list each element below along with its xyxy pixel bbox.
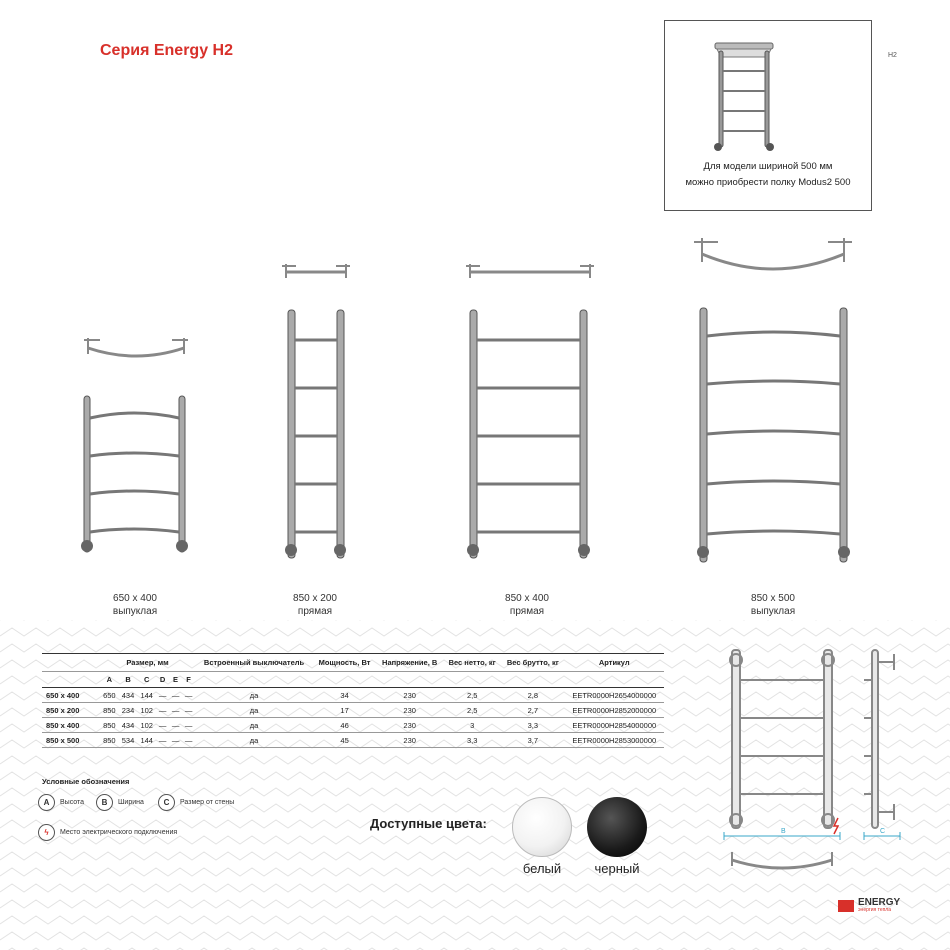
shelf-note-line2: можно приобрести полку Modus2 500 bbox=[685, 177, 851, 188]
cell-sku: EETR0000H2852000000 bbox=[565, 703, 664, 718]
subheader-a: A bbox=[100, 672, 119, 688]
dimension-diagram bbox=[714, 640, 914, 890]
table-row bbox=[42, 733, 664, 748]
energy-logo-icon bbox=[838, 900, 854, 912]
cell-a: 850 bbox=[100, 733, 119, 748]
cell-b: 234 bbox=[119, 703, 138, 718]
header-net: Вес нетто, кг bbox=[443, 654, 501, 672]
cell-voltage: 230 bbox=[376, 688, 443, 703]
table-row bbox=[42, 703, 664, 718]
legend-letter: C bbox=[158, 794, 175, 811]
header-power: Мощность, Вт bbox=[313, 654, 376, 672]
color-label-black: черный bbox=[594, 861, 640, 876]
cell-e: — bbox=[169, 703, 182, 718]
header-size: Размер, мм bbox=[100, 654, 195, 672]
color-swatch-white bbox=[512, 797, 572, 857]
product-size: 850 х 400 bbox=[505, 593, 549, 604]
cell-d: — bbox=[156, 718, 169, 733]
legend-item-electric bbox=[38, 824, 177, 841]
product-850x400-illustration bbox=[460, 258, 600, 568]
cell-e: — bbox=[169, 718, 182, 733]
cell-net: 2,5 bbox=[443, 688, 501, 703]
subheader-e: E bbox=[169, 672, 182, 688]
cell-b: 534 bbox=[119, 733, 138, 748]
cell-d: — bbox=[156, 688, 169, 703]
subheader-f: F bbox=[182, 672, 195, 688]
cell-gross: 2,8 bbox=[501, 688, 564, 703]
subheader-b: B bbox=[119, 672, 138, 688]
cell-b: 434 bbox=[119, 688, 138, 703]
specs-table bbox=[42, 653, 664, 748]
cell-sku: EETR0000H2854000000 bbox=[565, 718, 664, 733]
cell-switch: да bbox=[195, 733, 313, 748]
cell-power: 46 bbox=[313, 718, 376, 733]
cell-a: 650 bbox=[100, 688, 119, 703]
cell-f: — bbox=[182, 688, 195, 703]
cell-b: 434 bbox=[119, 718, 138, 733]
top-view-straight bbox=[466, 264, 594, 278]
legend-label: Место электрического подключения bbox=[60, 829, 178, 836]
cell-gross: 3,7 bbox=[501, 733, 564, 748]
lightning-icon: ϟ bbox=[38, 824, 55, 841]
cell-sku: EETR0000H2654000000 bbox=[565, 688, 664, 703]
cell-model: 650 х 400 bbox=[42, 688, 100, 703]
subheader-c: C bbox=[137, 672, 156, 688]
diagram-label-width: B bbox=[781, 828, 786, 835]
corner-code: H2 bbox=[888, 52, 897, 59]
header-switch: Встроенный выключатель bbox=[195, 654, 313, 672]
legend-label: Ширина bbox=[118, 799, 144, 806]
brand-tagline: энергия тепла bbox=[858, 907, 892, 913]
cell-f: — bbox=[182, 703, 195, 718]
header-sku: Артикул bbox=[565, 654, 664, 672]
cell-voltage: 230 bbox=[376, 703, 443, 718]
legend-letter: A bbox=[38, 794, 55, 811]
brand-logo bbox=[838, 898, 900, 913]
cell-c: 102 bbox=[137, 703, 156, 718]
product-size: 650 х 400 bbox=[113, 593, 157, 604]
shelf-rail-illustration bbox=[709, 33, 779, 153]
product-850x500 bbox=[728, 592, 818, 618]
header-voltage: Напряжение, В bbox=[376, 654, 443, 672]
colors-title: Доступные цвета: bbox=[370, 816, 487, 831]
shelf-info-box bbox=[664, 20, 872, 211]
product-650x400 bbox=[90, 592, 180, 618]
brand-name: ENERGY bbox=[858, 897, 901, 908]
cell-d: — bbox=[156, 733, 169, 748]
cell-d: — bbox=[156, 703, 169, 718]
cell-c: 144 bbox=[137, 688, 156, 703]
legend-letter: B bbox=[96, 794, 113, 811]
product-shape: прямая bbox=[509, 606, 545, 617]
cell-a: 850 bbox=[100, 718, 119, 733]
cell-e: — bbox=[169, 688, 182, 703]
product-650x400-illustration bbox=[76, 330, 196, 560]
cell-power: 17 bbox=[313, 703, 376, 718]
product-850x500-illustration bbox=[688, 232, 858, 572]
cell-gross: 3,3 bbox=[501, 718, 564, 733]
legend-label: Высота bbox=[60, 799, 85, 806]
product-size: 850 х 200 bbox=[293, 593, 337, 604]
legend-item-a bbox=[38, 794, 84, 811]
shelf-note bbox=[665, 159, 871, 191]
legend-title: Условные обозначения bbox=[42, 777, 130, 786]
color-label-white: белый bbox=[522, 861, 562, 876]
cell-switch: да bbox=[195, 718, 313, 733]
diagram-label-depth: C bbox=[880, 828, 886, 835]
cell-net: 2,5 bbox=[443, 703, 501, 718]
cell-net: 3,3 bbox=[443, 733, 501, 748]
cell-e: — bbox=[169, 733, 182, 748]
cell-voltage: 230 bbox=[376, 718, 443, 733]
cell-model: 850 х 400 bbox=[42, 718, 100, 733]
product-850x400 bbox=[482, 592, 572, 618]
cell-f: — bbox=[182, 733, 195, 748]
cell-power: 34 bbox=[313, 688, 376, 703]
legend-item-b bbox=[96, 794, 144, 811]
cell-switch: да bbox=[195, 703, 313, 718]
cell-voltage: 230 bbox=[376, 733, 443, 748]
header-gross: Вес брутто, кг bbox=[501, 654, 564, 672]
cell-gross: 2,7 bbox=[501, 703, 564, 718]
table-row bbox=[42, 718, 664, 733]
cell-f: — bbox=[182, 718, 195, 733]
table-row bbox=[42, 688, 664, 703]
cell-net: 3 bbox=[443, 718, 501, 733]
product-850x200-illustration bbox=[276, 258, 356, 568]
color-swatch-black bbox=[587, 797, 647, 857]
product-shape: выпуклая bbox=[750, 606, 796, 617]
product-shape: прямая bbox=[297, 606, 333, 617]
cell-c: 102 bbox=[137, 718, 156, 733]
cell-switch: да bbox=[195, 688, 313, 703]
cell-model: 850 х 500 bbox=[42, 733, 100, 748]
series-title: Серия Energy H2 bbox=[100, 42, 233, 59]
product-size: 850 х 500 bbox=[751, 593, 795, 604]
legend-item-c bbox=[158, 794, 234, 811]
top-view-convex bbox=[84, 338, 188, 356]
legend-label: Размер от стены bbox=[180, 799, 235, 806]
top-view-straight bbox=[282, 264, 350, 278]
product-850x200 bbox=[270, 592, 360, 618]
cell-model: 850 х 200 bbox=[42, 703, 100, 718]
cell-a: 850 bbox=[100, 703, 119, 718]
cell-c: 144 bbox=[137, 733, 156, 748]
product-shape: выпуклая bbox=[112, 606, 158, 617]
cell-sku: EETR0000H2853000000 bbox=[565, 733, 664, 748]
subheader-d: D bbox=[156, 672, 169, 688]
cell-power: 45 bbox=[313, 733, 376, 748]
shelf-note-line1: Для модели шириной 500 мм bbox=[703, 161, 833, 172]
top-view-convex bbox=[694, 238, 852, 269]
